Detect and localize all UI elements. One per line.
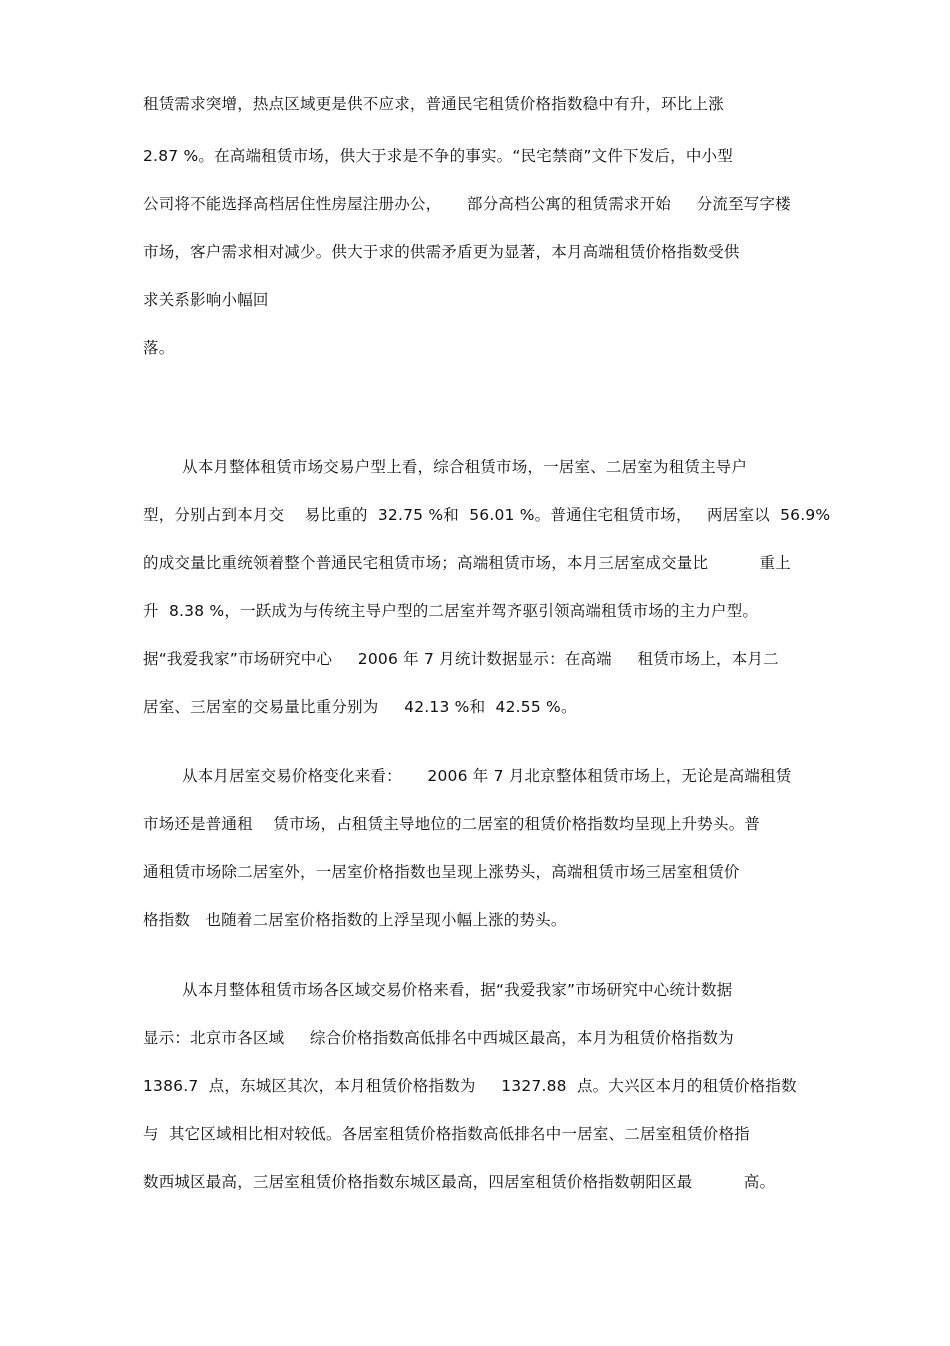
paragraph-1-line-5: 求关系影响小幅回 (143, 291, 269, 309)
paragraph-1-line-6: 落。 (143, 339, 175, 357)
paragraph-1-line-4: 市场，客户需求相对减少。供大于求的供需矛盾更为显著，本月高端租赁价格指数受供 (143, 243, 740, 261)
paragraph-3-line-4: 格指数 也随着二居室价格指数的上浮呈现小幅上涨的势头。 (143, 911, 567, 929)
paragraph-2-line-2: 型，分别占到本月交 易比重的 32.75 %和 56.01 %。普通住宅租赁市场， 两居室以 56.9% (143, 506, 831, 524)
paragraph-4-line-4: 与 其它区域相比相对较低。各居室租赁价格指数高低排名中一居室、二居室租赁价格指 (143, 1125, 750, 1143)
paragraph-2-line-1: 从本月整体租赁市场交易户型上看，综合租赁市场，一居室、二居室为租赁主导户 (182, 458, 748, 476)
paragraph-4-line-1: 从本月整体租赁市场各区域交易价格来看，据“我爱我家”市场研究中心统计数据 (182, 981, 733, 999)
paragraph-3-line-1: 从本月居室交易价格变化来看： 2006 年 7 月北京整体租赁市场上，无论是高端租赁 (182, 767, 792, 785)
paragraph-1-line-2: 2.87 %。在高端租赁市场，供大于求是不争的事实。“民宅禁商”文件下发后，中小型 (143, 147, 733, 165)
paragraph-4-line-3: 1386.7 点，东城区其次，本月租赁价格指数为 1327.88 点。大兴区本月的租赁价格指数 (143, 1077, 797, 1095)
paragraph-2-line-4: 升 8.38 %，一跃成为与传统主导户型的二居室并驾齐驱引领高端租赁市场的主力户型。 (143, 602, 759, 620)
paragraph-1-line-3: 公司将不能选择高档居住性房屋注册办公， 部分高档公寓的租赁需求开始 分流至写字楼 (143, 195, 791, 213)
paragraph-4-line-2: 显示：北京市各区域 综合价格指数高低排名中西城区最高，本月为租赁价格指数为 (143, 1029, 734, 1047)
paragraph-1-line-1: 租赁需求突增，热点区域更是供不应求，普通民宅租赁价格指数稳中有升，环比上涨 (143, 95, 724, 113)
paragraph-2-line-6: 居室、三居室的交易量比重分别为 42.13 %和 42.55 %。 (143, 698, 577, 716)
paragraph-4-line-5: 数西城区最高，三居室租赁价格指数东城区最高，四居室租赁价格指数朝阳区最 高。 (143, 1173, 776, 1191)
paragraph-3-line-2: 市场还是普通租 赁市场，占租赁主导地位的二居室的租赁价格指数均呈现上升势头。普 (143, 815, 761, 833)
paragraph-2-line-3: 的成交量比重统领着整个普通民宅租赁市场；高端租赁市场，本月三居室成交量比 重上 (143, 554, 791, 572)
paragraph-3-line-3: 通租赁市场除二居室外，一居室价格指数也呈现上涨势头，高端租赁市场三居室租赁价 (143, 863, 740, 881)
paragraph-2-line-5: 据“我爱我家”市场研究中心 2006 年 7 月统计数据显示：在高端 租赁市场上，本月二 (143, 650, 779, 668)
